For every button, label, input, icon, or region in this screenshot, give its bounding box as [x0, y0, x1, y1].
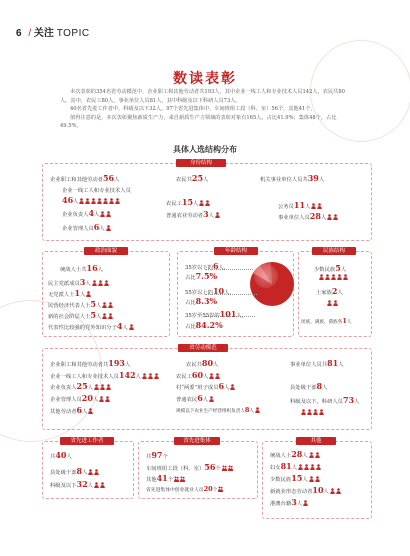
person-icon: [343, 274, 348, 280]
people-icon: [218, 486, 223, 492]
person-icon: [79, 198, 84, 204]
model-col3-title: 事业单位人员共81人: [290, 358, 344, 368]
section-name: 关注: [33, 28, 54, 39]
advanced-collective-label: 省先进集体: [174, 437, 220, 445]
other-item: 新就业形态劳动者10人: [270, 486, 341, 496]
ethnic-item: 瑶族、满族、畲族各1人: [301, 317, 352, 325]
identity-col2-item: 普通农业劳动者3人: [166, 210, 220, 220]
age-item: 35岁以下的6人，: [185, 261, 230, 271]
person-icon: [325, 274, 330, 280]
people-icon: [180, 476, 185, 482]
person-icon: [88, 469, 93, 475]
age-item-pct: 占比84.2%: [185, 320, 223, 330]
identity-col2-title: 农民共25人: [176, 173, 209, 183]
person-icon: [92, 280, 97, 286]
people-icon: [222, 465, 227, 471]
person-icon: [337, 274, 342, 280]
person-icon: [255, 407, 260, 413]
person-icon: [333, 300, 338, 306]
person-icon: [215, 212, 220, 218]
person-icon: [99, 396, 104, 402]
political-title: 统战人士共16人: [60, 263, 103, 273]
people-icon: [228, 465, 233, 471]
advanced-collective-item: 省先进集体中创业就业人员20个: [146, 485, 223, 495]
advanced-collective-title: 共97个: [146, 450, 168, 460]
ethnic-title: 少数民族5人: [314, 263, 347, 273]
person-icon: [309, 452, 314, 458]
other-item: 港澳台籍3人: [270, 498, 308, 508]
identity-label: 身份结构: [176, 159, 226, 167]
person-icon: [333, 214, 338, 220]
person-icon: [88, 408, 93, 414]
age-item: 55岁以上的10人，: [185, 286, 235, 296]
intro-paragraph: 值得注意的是，本次表彰聚焦新质生产力，来自新质生产力领域的表彰对象有165人，占比41.9%；集体48个，占比49.5%。: [60, 114, 337, 130]
person-icon: [209, 396, 214, 402]
person-icon: [91, 198, 96, 204]
person-icon: [100, 482, 105, 488]
person-icon: [148, 373, 153, 379]
person-icon: [129, 324, 134, 330]
person-icon: [336, 488, 341, 494]
person-icon: [108, 302, 113, 308]
person-icon: [154, 373, 159, 379]
person-icon: [307, 409, 312, 415]
identity-col3-item: 公务员11人: [278, 201, 322, 211]
person-icon: [327, 300, 332, 306]
model-col2-item: 规模以下农业生产经营组织负责人8人: [176, 406, 260, 416]
advanced-worker-item: 科级及以下32人: [50, 480, 105, 490]
person-icon: [106, 225, 111, 231]
person-icon: [109, 198, 114, 204]
person-icon: [94, 482, 99, 488]
identity-col1-item: 企业一线工人和专业技术人员: [62, 188, 131, 194]
person-icon: [94, 384, 99, 390]
advanced-worker-title: 共40人: [50, 450, 72, 460]
person-icon: [313, 409, 318, 415]
person-icon: [104, 280, 109, 286]
person-icon: [102, 302, 107, 308]
other-item: 妇女81人: [270, 462, 321, 472]
person-icon: [209, 373, 214, 379]
section-subtitle: 具体人选结构分布: [173, 144, 237, 154]
other-item: 少数民族15人: [270, 474, 320, 484]
people-icon: [174, 476, 179, 482]
person-icon: [303, 500, 308, 506]
intro-paragraph: 40名省先进工作者中，科级及以下32人。97个省先进集体中，车间班组工段（科、室）56个，其他41个。: [70, 106, 316, 113]
person-icon: [301, 409, 306, 415]
person-icon: [215, 373, 220, 379]
identity-col1-item: 企业负责人4人: [62, 209, 111, 219]
person-icon: [309, 476, 314, 482]
person-icon: [315, 476, 320, 482]
ethnic-icons: [326, 300, 338, 308]
political-item: 无党派人士1人: [48, 289, 91, 299]
age-item-pct: 占比8.3%: [185, 296, 218, 306]
other-label: 其他: [296, 437, 336, 445]
age-pie-highlight: [254, 264, 278, 288]
intro-text: [60, 88, 350, 131]
person-icon: [331, 274, 336, 280]
model-col2-item: 农民工60人: [176, 371, 220, 381]
section-topic: TOPIC: [56, 28, 90, 39]
ethnic-label: 民族结构: [312, 247, 356, 255]
person-icon: [310, 464, 315, 470]
model-col3-icons: [300, 409, 324, 417]
other-item: 统战人士28人: [270, 450, 320, 460]
person-icon: [86, 291, 91, 297]
person-icon: [115, 198, 120, 204]
model-col2-item: 村“两委”班子成员6人: [176, 382, 235, 392]
person-icon: [94, 469, 99, 475]
person-icon: [330, 488, 335, 494]
model-worker-label: 省劳动模范: [178, 344, 228, 352]
ethnic-item: 土家族2人: [316, 286, 343, 296]
person-icon: [106, 384, 111, 390]
model-col1-title: 企业职工和其他劳动者共193人: [50, 358, 131, 368]
political-label: 政治面貌: [84, 247, 128, 255]
person-icon: [327, 214, 332, 220]
person-icon: [98, 280, 103, 286]
page-header: 6 / 关注 TOPIC: [16, 28, 90, 39]
person-icon: [106, 211, 111, 217]
identity-col2-item: 农民工15人: [166, 198, 210, 208]
person-icon: [230, 384, 235, 390]
identity-col3-item: 事业单位人员28人: [278, 212, 338, 222]
person-icon: [103, 198, 108, 204]
person-icon: [319, 409, 324, 415]
advanced-worker-label: 省先进工作者: [60, 437, 114, 445]
political-item: 民主党派成员3人: [48, 278, 109, 288]
person-icon: [315, 452, 320, 458]
model-col2-title: 农民共80人: [186, 358, 219, 368]
model-col3-item: 科级及以下，科研人员73人: [290, 395, 360, 405]
person-icon: [205, 200, 210, 206]
identity-col3-title: 机关事业单位人员共39人: [260, 173, 325, 183]
model-col1-item: 企业一线工人和专业技术人员142人: [50, 371, 159, 381]
advanced-worker-item: 县处级干部8人: [50, 467, 99, 477]
political-item: 民营经济代表人士5人: [48, 300, 113, 310]
age-item: 35岁至55岁的101人，: [185, 309, 247, 319]
political-item: 代表性比较强的党外知识分子4人: [48, 322, 134, 332]
person-icon: [97, 198, 102, 204]
person-icon: [317, 203, 322, 209]
person-icon: [199, 200, 204, 206]
person-icon: [319, 274, 324, 280]
page-number: 6: [16, 28, 22, 39]
model-col3-item: 县处级干部8人: [290, 381, 328, 391]
identity-col1-title: 企业职工和其他劳动者56人: [50, 173, 120, 183]
person-icon: [102, 313, 107, 319]
person-icon: [100, 211, 105, 217]
person-icon: [298, 464, 303, 470]
model-col1-item: 其他劳动者6人: [50, 406, 93, 416]
person-icon: [105, 396, 110, 402]
advanced-collective-item: 车间班组工段（科、室）56个: [146, 463, 233, 473]
model-col1-item: 企业管理人员20人: [50, 394, 110, 404]
model-col1-item: 企业负责人25人: [50, 382, 111, 392]
ethnic-icons: [318, 274, 348, 282]
person-icon: [304, 464, 309, 470]
identity-col1-item: 企业管理人员6人: [62, 223, 111, 233]
political-item: 新的社会阶层人士5人: [48, 311, 113, 321]
identity-col1-item: 46人: [62, 196, 120, 206]
person-icon: [142, 373, 147, 379]
age-label: 年龄结构: [214, 247, 258, 255]
person-icon: [311, 203, 316, 209]
age-item-pct: 占比7.5%: [185, 271, 218, 281]
intro-paragraph: 本次表彰的354名省劳动模范中，企业职工和其他劳动者共193人，其中企业一线工人和专业技术人员142人，农民共80人。其中，农民工80人，事业单位人员81人，其中科级及以下科研人员73人。: [60, 89, 345, 104]
person-icon: [85, 198, 90, 204]
person-icon: [108, 313, 113, 319]
page-title: 数读表彰: [173, 71, 237, 87]
person-icon: [316, 464, 321, 470]
advanced-collective-item: 其他41个: [146, 474, 185, 484]
person-icon: [100, 384, 105, 390]
model-col2-item: 普通农民6人: [176, 394, 214, 404]
